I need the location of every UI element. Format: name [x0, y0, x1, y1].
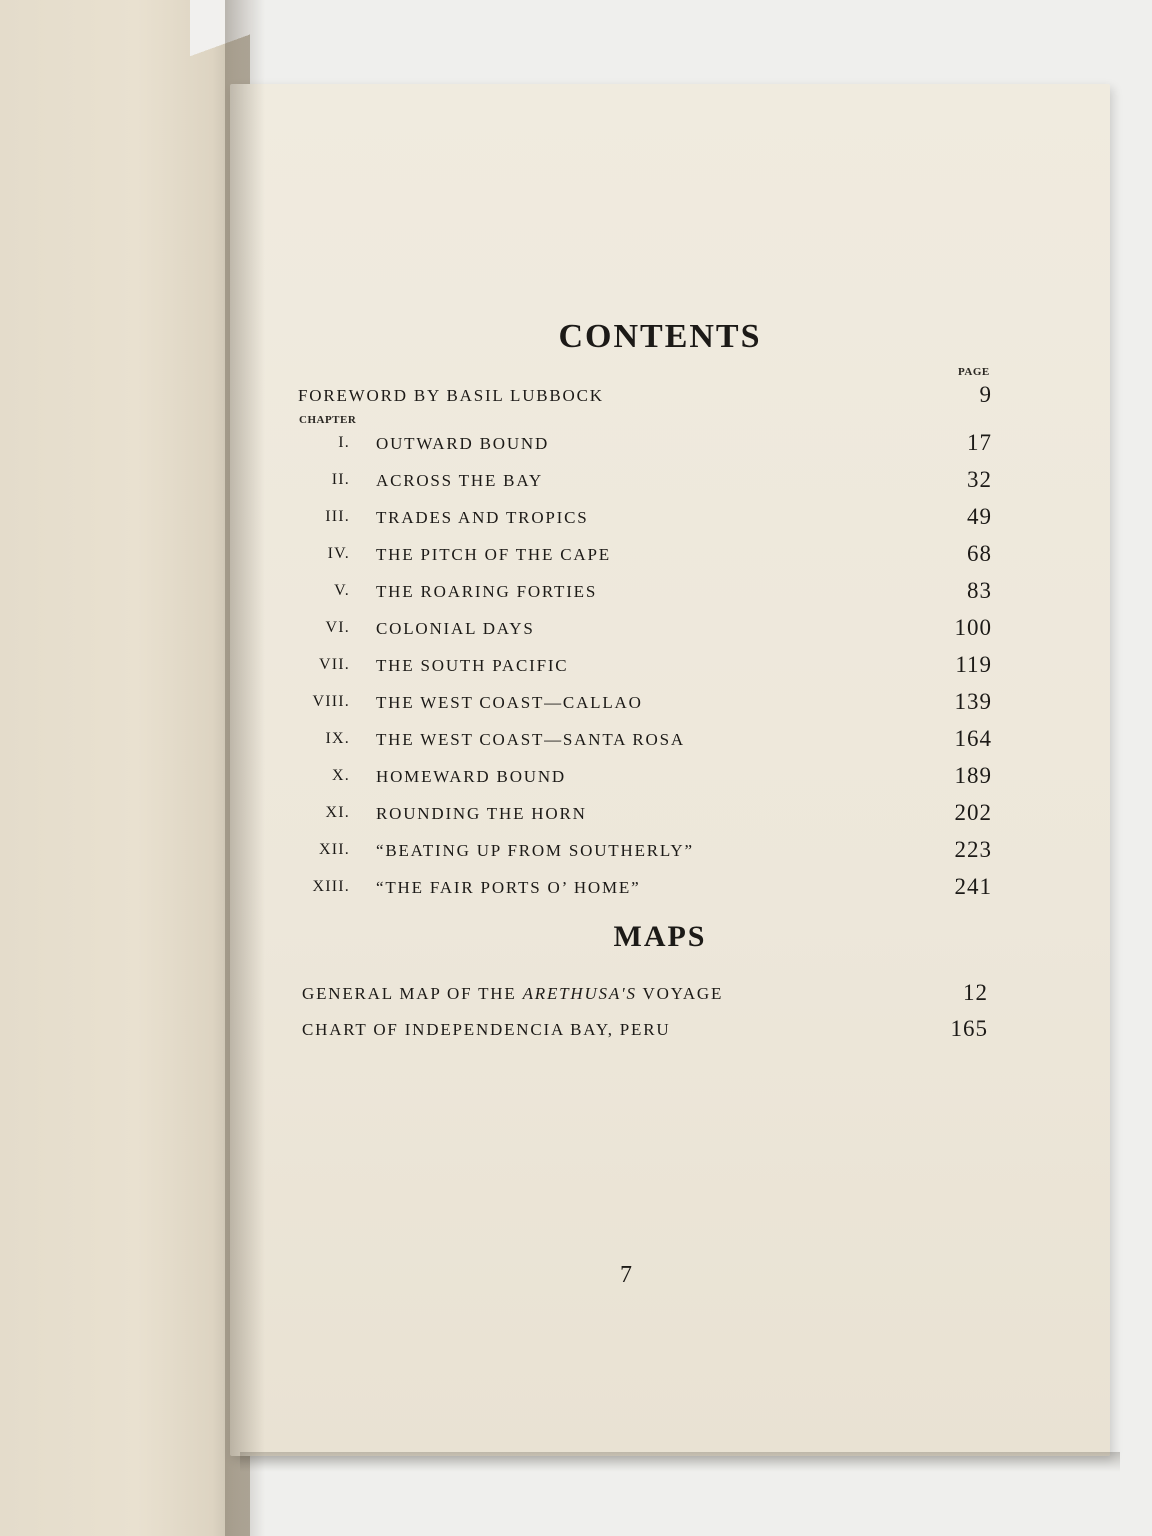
chapter-page: 223	[954, 837, 992, 862]
chapter-number: XII.	[318, 841, 350, 858]
toc-row-chapter	[298, 652, 992, 682]
maps-heading: MAPS	[613, 920, 707, 953]
chapter-title: “BEATING UP FROM SOUTHERLY”	[376, 841, 694, 860]
chapter-number: VI.	[325, 619, 350, 636]
toc-row-chapter	[298, 726, 992, 756]
gutter-shadow	[225, 0, 265, 1536]
contents-heading: CONTENTS	[558, 318, 762, 355]
chapter-page: 119	[955, 652, 992, 677]
chapter-page: 83	[967, 578, 992, 603]
chapter-title: ACROSS THE BAY	[376, 471, 543, 490]
toc-row-chapter	[298, 615, 992, 645]
chapter-page: 100	[954, 615, 992, 640]
chapter-column-label: CHAPTER	[299, 414, 357, 426]
ship-name: ARETHUSA'S	[522, 984, 637, 1003]
map-page: 12	[963, 980, 988, 1005]
chapter-page: 202	[954, 800, 992, 825]
chapter-number: VIII.	[312, 693, 350, 710]
toc-row-chapter	[298, 689, 992, 719]
chapter-title: THE WEST COAST—SANTA ROSA	[376, 730, 685, 749]
chapter-page: 49	[967, 504, 992, 529]
chapter-number: II.	[331, 471, 350, 488]
chapter-number: XIII.	[312, 878, 350, 895]
chapter-number: I.	[338, 434, 350, 451]
toc-row-chapter	[298, 467, 992, 497]
page-shadow	[240, 1452, 1120, 1472]
toc-row-chapter	[298, 541, 992, 571]
chapter-page: 17	[967, 430, 992, 455]
map-title: GENERAL MAP OF THE ARETHUSA'S VOYAGE	[302, 984, 724, 1003]
toc-row-map	[302, 1016, 988, 1046]
left-page	[0, 0, 250, 1536]
chapter-title: COLONIAL DAYS	[376, 619, 535, 638]
foreword-title: FOREWORD BY BASIL LUBBOCK	[298, 386, 604, 405]
toc-row-chapter	[298, 837, 992, 867]
toc-row-chapter	[298, 430, 992, 460]
map-title: CHART OF INDEPENDENCIA BAY, PERU	[302, 1020, 671, 1039]
map-page: 165	[950, 1016, 988, 1041]
toc-row-chapter	[298, 800, 992, 830]
toc-row-chapter	[298, 763, 992, 793]
chapter-title: HOMEWARD BOUND	[376, 767, 567, 786]
chapter-page: 164	[954, 726, 992, 751]
toc-row-map	[302, 980, 988, 1010]
toc-row-chapter	[298, 578, 992, 608]
chapter-title: THE WEST COAST—CALLAO	[376, 693, 643, 712]
foreword-page: 9	[979, 382, 992, 407]
chapter-number: III.	[325, 508, 350, 525]
page-number: 7	[620, 1262, 632, 1288]
chapter-number: XI.	[325, 804, 350, 821]
chapter-page: 68	[967, 541, 992, 566]
chapter-title: THE PITCH OF THE CAPE	[376, 545, 611, 564]
chapter-title: THE ROARING FORTIES	[376, 582, 598, 601]
chapter-title: OUTWARD BOUND	[376, 434, 550, 453]
chapter-title: THE SOUTH PACIFIC	[376, 656, 569, 675]
chapter-title: TRADES AND TROPICS	[376, 508, 589, 527]
chapter-page: 139	[954, 689, 992, 714]
toc-row-chapter	[298, 874, 992, 904]
chapter-number: X.	[332, 767, 350, 784]
toc-row-foreword	[298, 382, 992, 412]
chapter-page: 189	[954, 763, 992, 788]
chapter-number: IX.	[325, 730, 350, 747]
chapter-title: ROUNDING THE HORN	[376, 804, 587, 823]
chapter-title: “THE FAIR PORTS O’ HOME”	[376, 878, 641, 897]
chapter-number: VII.	[318, 656, 350, 673]
page-column-label: PAGE	[958, 366, 990, 378]
chapter-number: V.	[334, 582, 350, 599]
toc-row-chapter	[298, 504, 992, 534]
chapter-page: 241	[954, 874, 992, 899]
chapter-page: 32	[967, 467, 992, 492]
chapter-number: IV.	[327, 545, 350, 562]
